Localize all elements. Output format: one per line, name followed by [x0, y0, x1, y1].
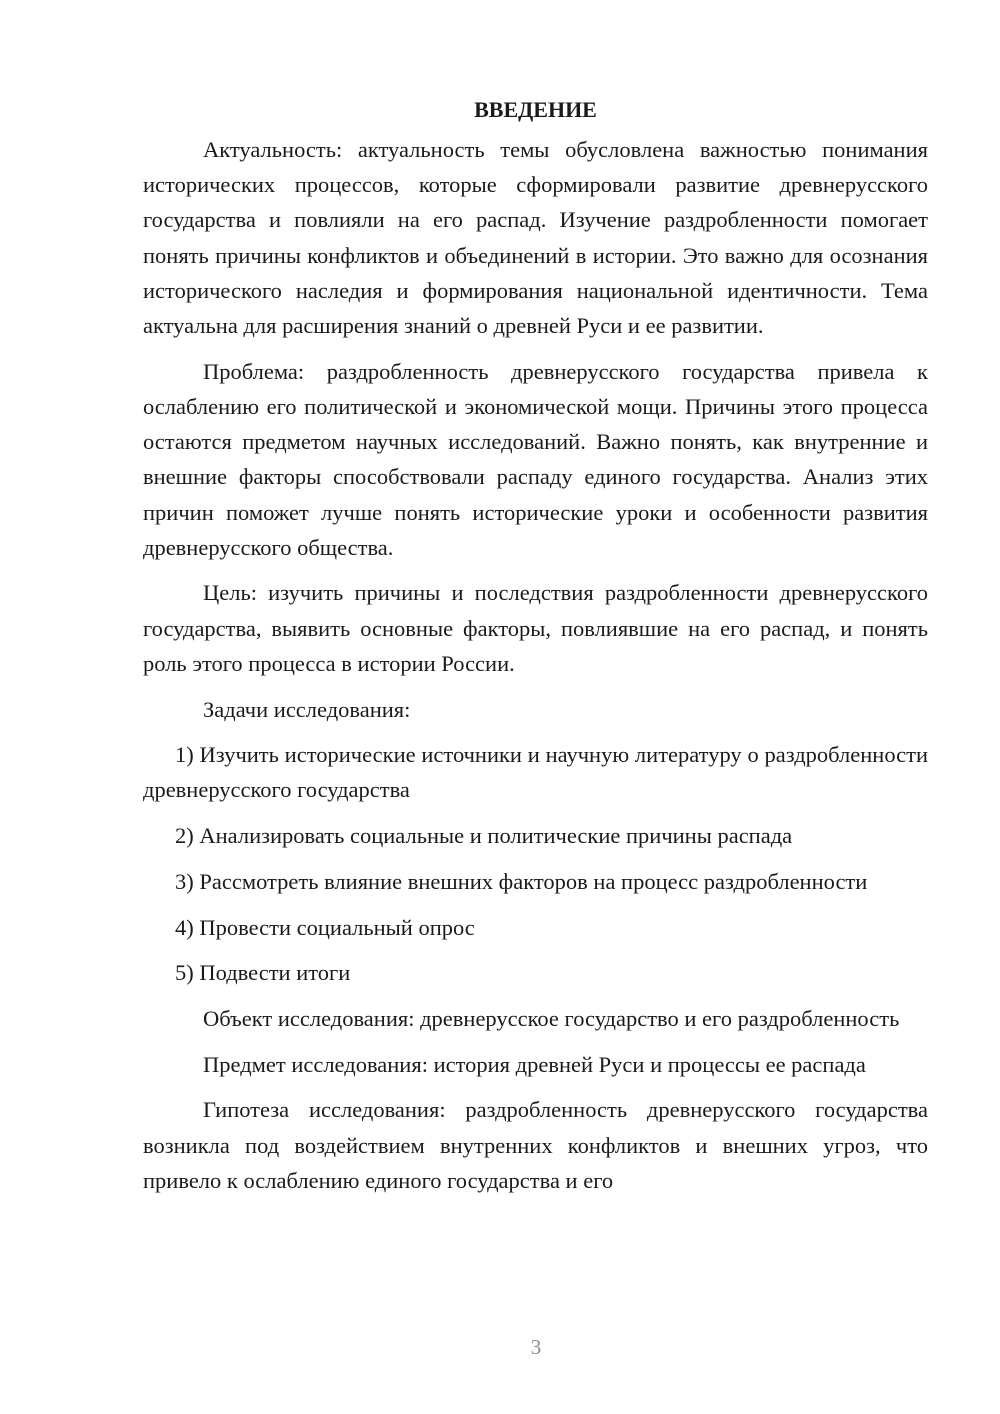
list-item-task-2: 2) Анализировать социальные и политические причины распада — [175, 823, 793, 849]
list-item-task-4: 4) Провести социальный опрос — [175, 914, 475, 940]
section-title: ВВЕДЕНИЕ — [474, 97, 597, 122]
document-page — [143, 96, 928, 1208]
list-item-task-3: 3) Рассмотреть влияние внешних факторов на процесс раздробленности — [175, 868, 868, 894]
paragraph-subject: Предмет исследования: история древней Руси и процессы ее распада — [203, 1051, 866, 1077]
paragraph-tasks-heading: Задачи исследования: — [203, 696, 411, 722]
paragraph-relevance: Актуальность: актуальность темы обусловлена важностью понимания исторических процессов, которые сформировали развитие древнерусского государства и повлияли на его распад. Изучение раздробленности помогает понять причины конфликтов и объединений в истории. Это важно для осознания исторического наследия и формирования национальной идентичности. Тема актуальна для расширения знаний о древней Руси и ее развитии. — [143, 137, 928, 339]
page-number: 3 — [530, 1335, 542, 1359]
paragraph-hypothesis: Гипотеза исследования: раздробленность древнерусского государства возникла под воздействием внутренних конфликтов и внешних угроз, что привело к ослаблению единого государства и его — [143, 1097, 928, 1193]
paragraph-goal: Цель: изучить причины и последствия раздробленности древнерусского государства, выявить основные факторы, повлиявшие на его распад, и понять роль этого процесса в истории России. — [143, 580, 928, 676]
list-item-task-1: 1) Изучить исторические источники и научную литературу о раздробленности древнерусского государства — [143, 742, 928, 803]
paragraph-problem: Проблема: раздробленность древнерусского государства привела к ослаблению его политической и экономической мощи. Причины этого процесса остаются предметом научных исследований. Важно понять, как внутренние и внешние факторы способствовали распаду единого государства. Анализ этих причин поможет лучше понять исторические уроки и особенности развития древнерусского общества. — [143, 358, 928, 560]
list-item-task-5: 5) Подвести итоги — [175, 960, 351, 986]
paragraph-object: Объект исследования: древнерусское государство и его раздробленность — [203, 1005, 900, 1031]
